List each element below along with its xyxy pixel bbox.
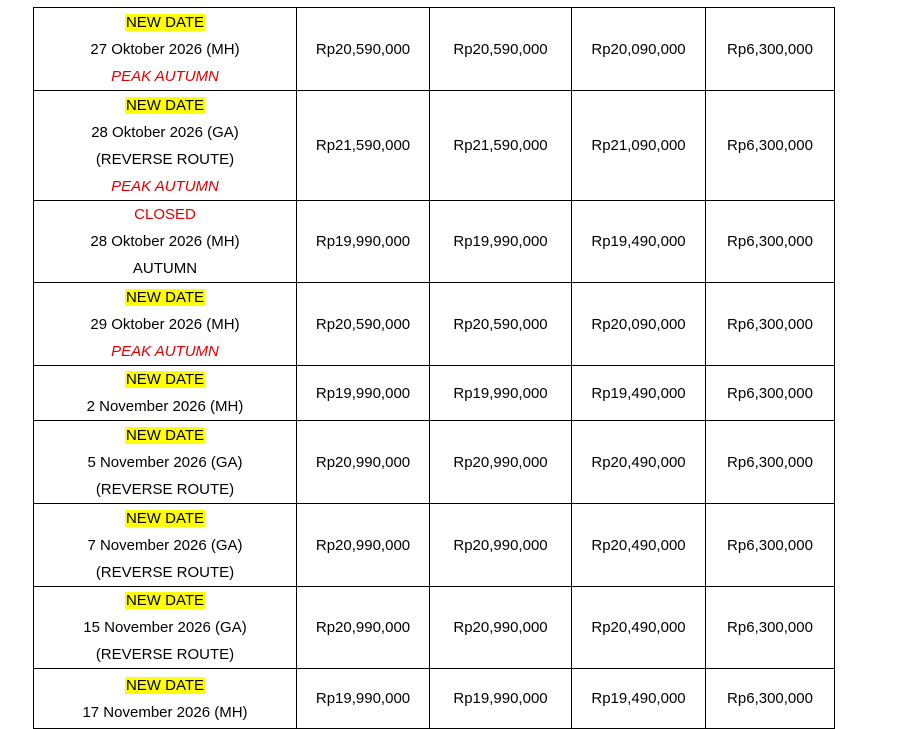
price-value: Rp19,490,000 [591, 690, 686, 707]
price-value: Rp6,300,000 [727, 233, 813, 250]
departure-date: 29 Oktober 2026 (MH) [90, 315, 240, 333]
route-note: (REVERSE ROUTE) [95, 563, 235, 581]
price-cell [430, 283, 572, 366]
price-cell [706, 283, 835, 366]
departure-date-cell [34, 587, 297, 669]
price-cell [706, 504, 835, 587]
price-table [33, 7, 835, 729]
price-cell [706, 669, 835, 729]
new-date-badge: NEW DATE [125, 96, 205, 114]
price-cell [430, 366, 572, 421]
season-label: PEAK AUTUMN [111, 177, 219, 195]
departure-date-cell [34, 8, 297, 91]
price-value: Rp20,490,000 [591, 453, 686, 471]
departure-date-cell [34, 669, 297, 729]
price-cell [430, 504, 572, 587]
price-cell [297, 669, 430, 729]
price-value: Rp20,990,000 [453, 619, 548, 636]
price-cell [572, 504, 706, 587]
price-value: Rp19,490,000 [591, 384, 686, 402]
price-value: Rp20,590,000 [315, 315, 411, 333]
price-cell [572, 587, 706, 669]
price-value: Rp19,990,000 [315, 690, 411, 707]
season-label: PEAK AUTUMN [111, 342, 219, 360]
table-row [34, 421, 835, 504]
new-date-badge: NEW DATE [125, 13, 205, 31]
price-cell [572, 201, 706, 283]
price-value: Rp6,300,000 [727, 619, 813, 636]
price-value: Rp6,300,000 [727, 453, 813, 471]
new-date-badge: NEW DATE [125, 676, 205, 694]
price-value: Rp20,990,000 [315, 536, 411, 554]
price-cell [706, 587, 835, 669]
price-value: Rp20,590,000 [453, 315, 548, 333]
new-date-badge: NEW DATE [125, 371, 205, 388]
new-date-badge: NEW DATE [125, 509, 205, 527]
price-value: Rp19,490,000 [591, 233, 686, 250]
price-value: Rp21,590,000 [315, 137, 411, 154]
price-cell [297, 8, 430, 91]
price-cell [297, 201, 430, 283]
price-cell [706, 91, 835, 201]
table-row [34, 8, 835, 91]
departure-date: 27 Oktober 2026 (MH) [90, 40, 240, 58]
price-value: Rp19,990,000 [453, 384, 548, 402]
price-cell [706, 201, 835, 283]
price-value: Rp20,090,000 [591, 315, 686, 333]
price-cell [297, 587, 430, 669]
price-value: Rp19,990,000 [315, 233, 411, 250]
departure-date-cell [34, 201, 297, 283]
route-note: (REVERSE ROUTE) [95, 150, 235, 168]
table-row [34, 201, 835, 283]
closed-badge: CLOSED [134, 206, 196, 223]
price-value: Rp21,090,000 [591, 137, 686, 154]
price-value: Rp20,490,000 [591, 619, 686, 636]
price-cell [297, 91, 430, 201]
price-cell [430, 91, 572, 201]
price-value: Rp20,090,000 [591, 40, 686, 58]
price-cell [430, 201, 572, 283]
route-note: (REVERSE ROUTE) [95, 480, 235, 498]
price-cell [297, 421, 430, 504]
season-label: AUTUMN [132, 260, 198, 277]
price-cell [572, 283, 706, 366]
price-value: Rp6,300,000 [727, 384, 813, 402]
price-cell [706, 366, 835, 421]
departure-date: 17 November 2026 (MH) [82, 703, 248, 721]
price-value: Rp19,990,000 [315, 384, 411, 402]
price-value: Rp19,990,000 [453, 233, 548, 250]
price-value: Rp6,300,000 [727, 315, 813, 333]
price-value: Rp6,300,000 [727, 40, 813, 58]
departure-date-cell [34, 366, 297, 421]
departure-date: 7 November 2026 (GA) [87, 536, 243, 554]
season-label: PEAK AUTUMN [111, 67, 219, 85]
departure-date-cell [34, 504, 297, 587]
departure-date-cell [34, 421, 297, 504]
price-value: Rp6,300,000 [727, 137, 813, 154]
price-value: Rp19,990,000 [453, 690, 548, 707]
price-value: Rp20,990,000 [453, 453, 548, 471]
departure-date: 2 November 2026 (MH) [86, 398, 244, 415]
price-value: Rp20,590,000 [453, 40, 548, 58]
price-cell [430, 669, 572, 729]
new-date-badge: NEW DATE [125, 288, 205, 306]
new-date-badge: NEW DATE [125, 426, 205, 444]
price-cell [430, 8, 572, 91]
price-cell [706, 421, 835, 504]
new-date-badge: NEW DATE [125, 592, 205, 609]
price-value: Rp20,990,000 [453, 536, 548, 554]
price-value: Rp20,490,000 [591, 536, 686, 554]
table-row [34, 669, 835, 729]
price-cell [297, 366, 430, 421]
price-value: Rp20,590,000 [315, 40, 411, 58]
price-value: Rp20,990,000 [315, 453, 411, 471]
price-cell [297, 283, 430, 366]
price-cell [572, 366, 706, 421]
price-cell [430, 587, 572, 669]
price-value: Rp6,300,000 [727, 536, 813, 554]
table-row [34, 91, 835, 201]
price-cell [430, 421, 572, 504]
departure-date: 15 November 2026 (GA) [83, 619, 247, 636]
price-value: Rp20,990,000 [315, 619, 411, 636]
price-cell [572, 91, 706, 201]
price-cell [706, 8, 835, 91]
departure-date-cell [34, 91, 297, 201]
table-row [34, 587, 835, 669]
table-row [34, 504, 835, 587]
price-cell [297, 504, 430, 587]
price-value: Rp6,300,000 [727, 690, 813, 707]
departure-date: 28 Oktober 2026 (GA) [91, 123, 239, 141]
table-row [34, 366, 835, 421]
departure-date-cell [34, 283, 297, 366]
price-cell [572, 421, 706, 504]
price-table-body [34, 8, 835, 729]
price-cell [572, 8, 706, 91]
departure-date: 28 Oktober 2026 (MH) [90, 233, 240, 250]
price-cell [572, 669, 706, 729]
price-value: Rp21,590,000 [453, 137, 548, 154]
route-note: (REVERSE ROUTE) [95, 646, 235, 663]
departure-date: 5 November 2026 (GA) [87, 453, 243, 471]
table-row [34, 283, 835, 366]
